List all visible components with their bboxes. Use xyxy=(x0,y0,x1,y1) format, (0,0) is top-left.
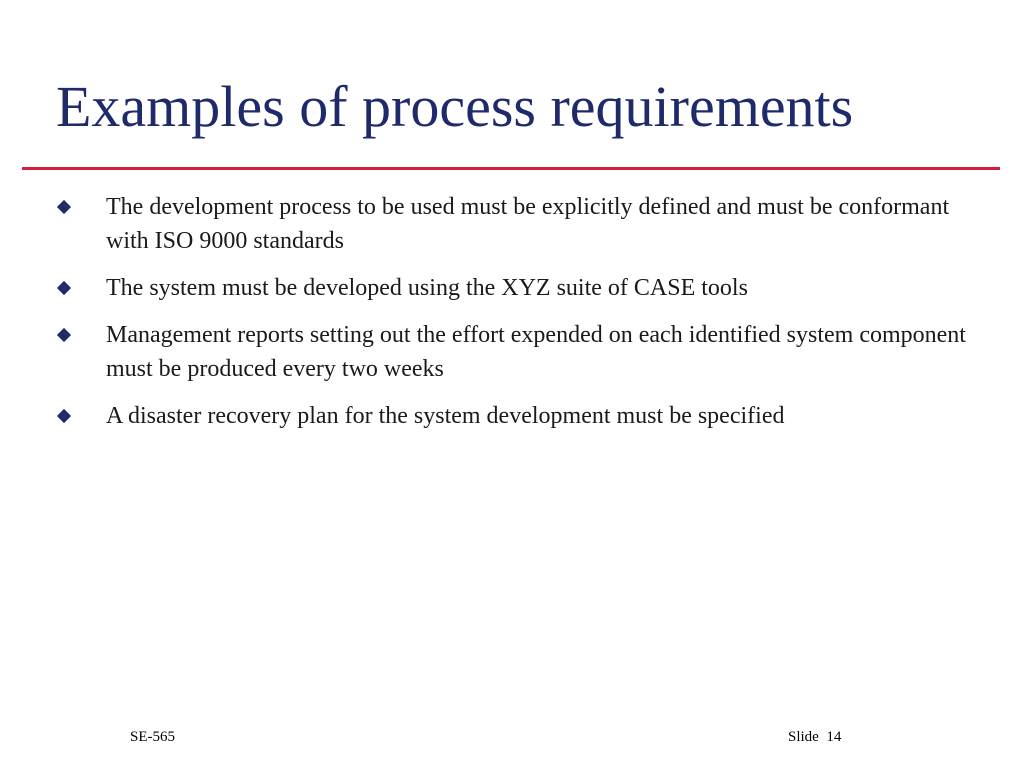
bullet-text: Management reports setting out the effort expended on each identified system component must be produced every two weeks xyxy=(106,322,966,382)
title-divider xyxy=(22,167,1000,170)
slide-title: Examples of process requirements xyxy=(56,74,854,139)
diamond-bullet-icon xyxy=(57,281,71,295)
footer-course-label: SE-565 xyxy=(130,729,175,745)
bullet-item xyxy=(0,271,1024,305)
bullet-text: The development process to be used must be explicitly defined and must be conformant with ISO 9000 standards xyxy=(106,194,950,254)
bullet-item xyxy=(0,190,1024,258)
footer-slide-number: Slide 14 xyxy=(788,729,842,745)
diamond-bullet-icon xyxy=(57,328,71,342)
bullet-text: The system must be developed using the XYZ suite of CASE tools xyxy=(106,275,748,301)
bullet-item xyxy=(0,399,1024,433)
diamond-bullet-icon xyxy=(57,200,71,214)
diamond-bullet-icon xyxy=(57,409,71,423)
bullet-text: A disaster recovery plan for the system development must be specified xyxy=(106,403,785,429)
bullet-list xyxy=(0,190,1024,446)
bullet-item xyxy=(0,318,1024,386)
